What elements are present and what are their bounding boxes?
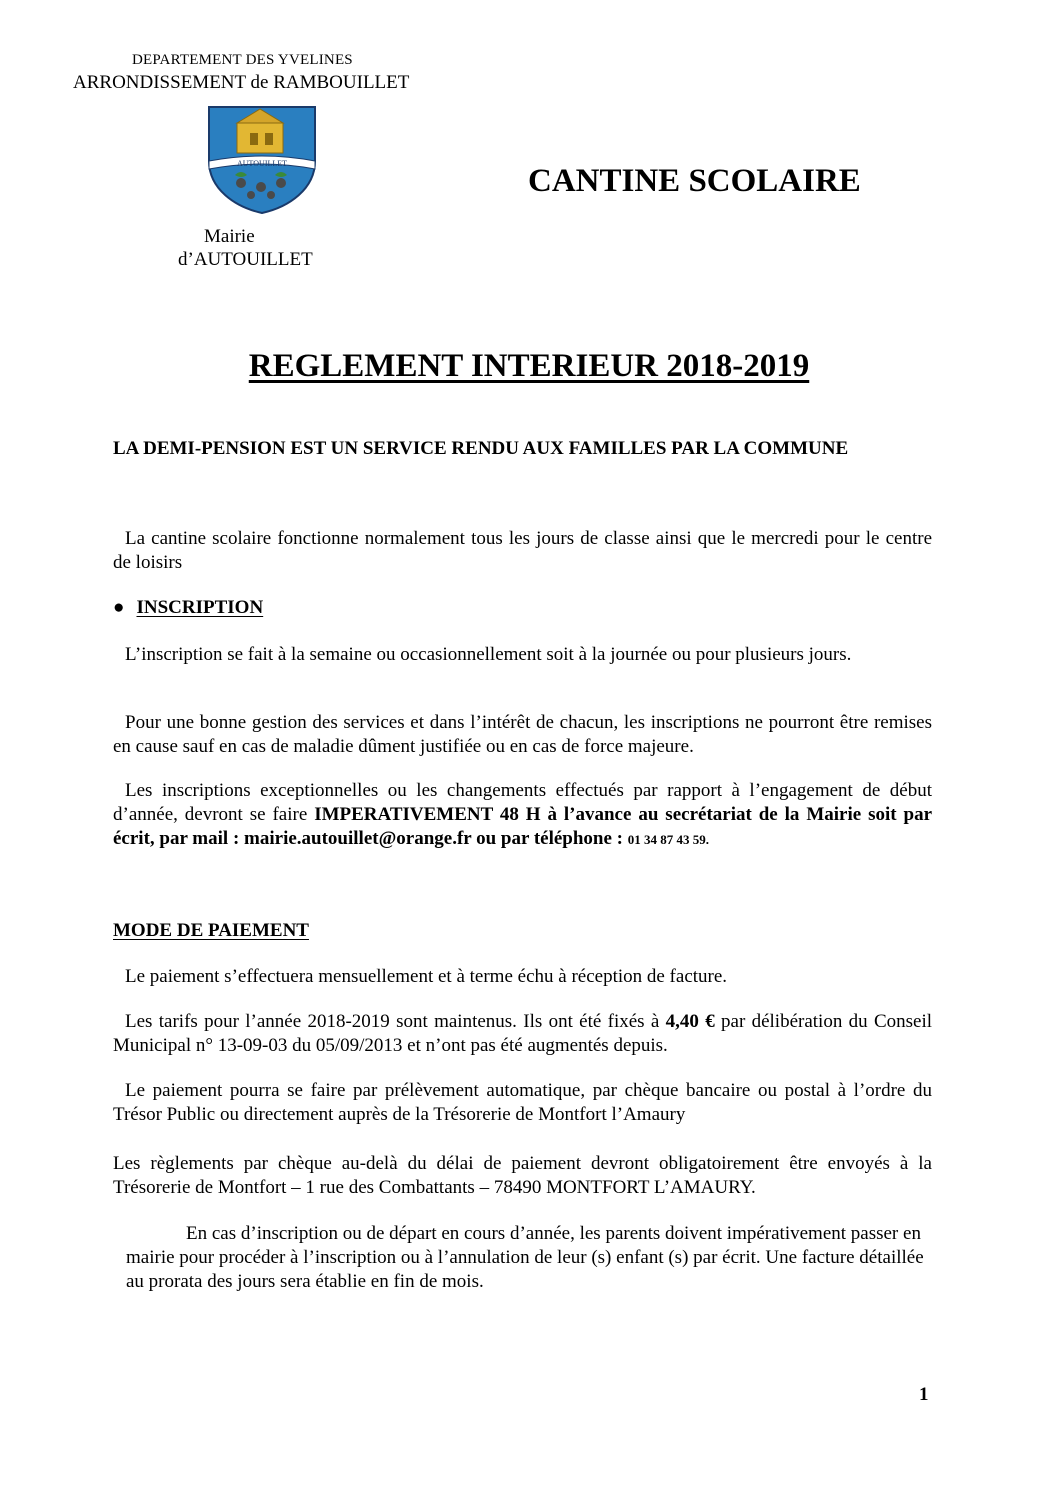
paiement-paragraph-2 xyxy=(113,1010,932,1058)
inscription-p3-text: Les inscriptions exceptionnelles ou les changements effectués par rapport à l’engagement de début d’année, devront se faire xyxy=(113,780,932,825)
paiement-heading-text: MODE DE PAIEMENT xyxy=(113,920,309,941)
arrondissement-line: ARRONDISSEMENT de RAMBOUILLET xyxy=(73,72,410,93)
paiement-paragraph-3: Le paiement pourra se faire par prélèvement automatique, par chèque bancaire ou postal à l’ordre du Trésor Public ou directement auprès de la Trésorerie de Montfort l’Amaury xyxy=(113,1080,932,1125)
inscription-p3-bold: IMPERATIVEMENT 48 H à l’avance au secrétariat de la Mairie soit par écrit, par mail : mairie.autouillet@orange.fr ou par téléphone : xyxy=(113,804,932,849)
department-line: DEPARTEMENT DES YVELINES xyxy=(132,52,353,68)
phone-number: 01 34 87 43 59. xyxy=(627,832,710,847)
crest-banner-text: AUTOUILLET xyxy=(236,159,288,168)
coat-of-arms-icon xyxy=(205,103,319,215)
paiement-p2-start: Les tarifs pour l’année 2018-2019 sont maintenus. Ils ont été fixés à xyxy=(125,1011,666,1032)
inscription-heading-text: INSCRIPTION xyxy=(136,597,264,618)
page-title: REGLEMENT INTERIEUR 2018-2019 xyxy=(248,348,810,384)
inscription-paragraph-1: L’inscription se fait à la semaine ou occasionnellement soit à la journée ou pour plusieurs jours. xyxy=(125,644,852,665)
inscription-heading xyxy=(113,597,263,619)
inscription-paragraph-3 xyxy=(113,779,932,852)
page-number: 1 xyxy=(919,1384,929,1405)
paiement-paragraph-1: Le paiement s’effectuera mensuellement et à terme échu à réception de facture. xyxy=(125,966,728,987)
inscription-paragraph-2: Pour une bonne gestion des services et dans l’intérêt de chacun, les inscriptions ne pourront être remises en cause sauf en cas de maladie dûment justifiée ou en cas de force majeure. xyxy=(113,712,932,757)
paiement-p2-end: par délibération du Conseil Municipal n° 13-09-03 du 05/09/2013 et n’ont pas été augmentés depuis. xyxy=(113,1011,933,1056)
price: 4,40 € xyxy=(665,1011,715,1032)
cantine-paragraph: La cantine scolaire fonctionne normalement tous les jours de classe ainsi que le mercredi pour le centre de loisirs xyxy=(113,528,932,573)
paiement-paragraph-5: En cas d’inscription ou de départ en cours d’année, les parents doivent impérativement passer en mairie pour procéder à l’inscription ou à l’annulation de leur (s) enfant (s) par écrit. Une facture détaillée au prorata des jours sera établie en fin de mois. xyxy=(126,1223,924,1292)
mairie-label: Mairie xyxy=(204,226,255,247)
demi-pension-statement: LA DEMI-PENSION EST UN SERVICE RENDU AUX FAMILLES PAR LA COMMUNE xyxy=(113,438,849,459)
document-heading: CANTINE SCOLAIRE xyxy=(528,163,861,199)
mairie-commune: d’AUTOUILLET xyxy=(178,249,313,270)
paiement-heading xyxy=(113,919,932,943)
paiement-paragraph-4: Les règlements par chèque au-delà du délai de paiement devront obligatoirement être envoyés à la Trésorerie de Montfort – 1 rue des Combattants – 78490 MONTFORT L’AMAURY. xyxy=(113,1153,932,1198)
bullet-icon: ● xyxy=(113,597,125,618)
